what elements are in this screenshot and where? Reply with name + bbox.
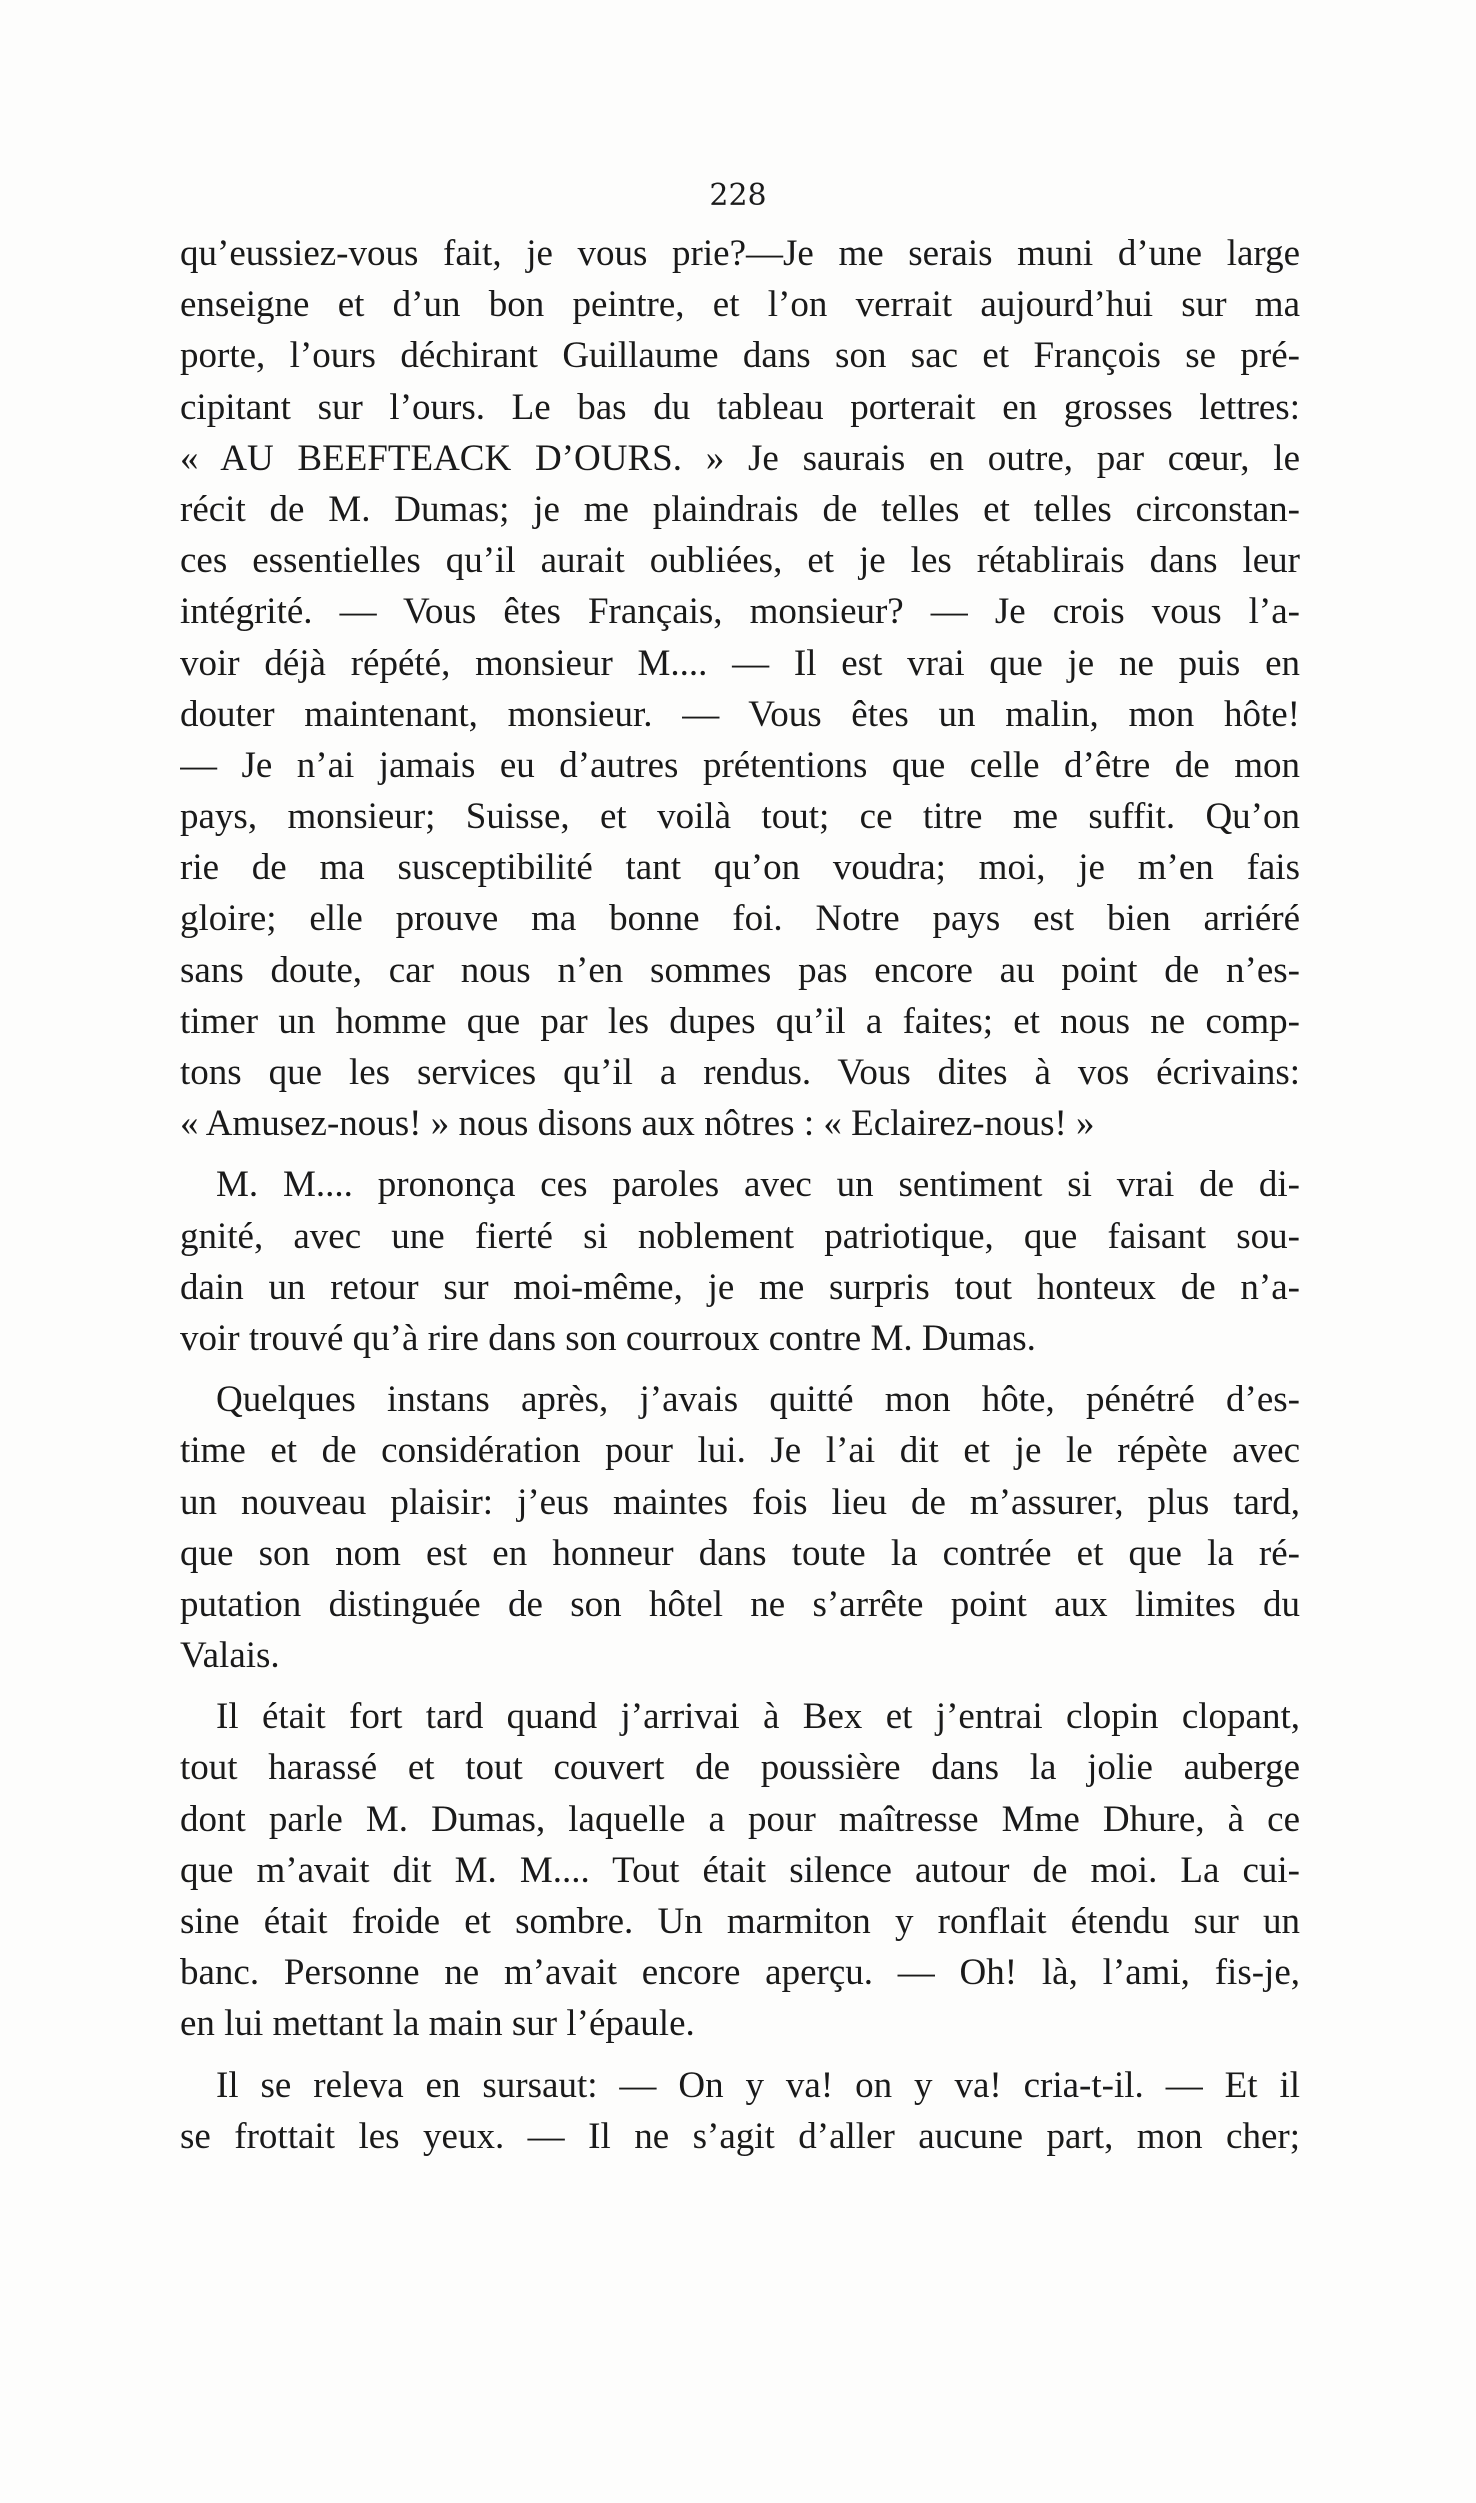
text-line: Valais.	[180, 1635, 280, 1677]
text-line: Il était fort tard quand j’arrivai à Bex et j’entrai clopin clopant,	[216, 1696, 1300, 1738]
text-line: un nouveau plaisir: j’eus maintes fois lieu de m’assurer, plus tard,	[180, 1481, 1300, 1523]
text-line: banc. Personne ne m’avait encore aperçu. — Oh! là, l’ami, fis-je,	[180, 1952, 1300, 1994]
text-line: gnité, avec une fierté si noblement patriotique, que faisant sou-	[180, 1215, 1300, 1257]
text-line: gloire; elle prouve ma bonne foi. Notre pays est bien arriéré	[180, 898, 1300, 940]
text-line: se frottait les yeux. — Il ne s’agit d’aller aucune part, mon cher;	[180, 2115, 1300, 2157]
text-line: sans doute, car nous n’en sommes pas encore au point de n’es-	[180, 949, 1300, 991]
text-line: Quelques instans après, j’avais quitté mon hôte, pénétré d’es-	[216, 1379, 1300, 1421]
text-line: tout harassé et tout couvert de poussière dans la jolie auberge	[180, 1747, 1300, 1789]
text-line: timer un homme que par les dupes qu’il a faites; et nous ne comp-	[180, 1000, 1300, 1042]
text-line: putation distinguée de son hôtel ne s’arrête point aux limites du	[180, 1583, 1300, 1625]
text-line: récit de M. Dumas; je me plaindrais de telles et telles circonstan-	[180, 488, 1300, 530]
text-line: « AU BEEFTEACK D’OURS. » Je saurais en outre, par cœur, le	[180, 437, 1300, 479]
text-line: voir trouvé qu’à rire dans son courroux contre M. Dumas.	[180, 1317, 1036, 1359]
text-line: sine était froide et sombre. Un marmiton y ronflait étendu sur un	[180, 1901, 1300, 1942]
text-line: — Je n’ai jamais eu d’autres prétentions que celle d’être de mon	[180, 744, 1300, 786]
text-line: qu’eussiez-vous fait, je vous prie?—Je me serais muni d’une large	[180, 233, 1300, 274]
text-line: cipitant sur l’ours. Le bas du tableau porterait en grosses lettres:	[180, 386, 1300, 428]
text-line: « Amusez-nous! » nous disons aux nôtres : « Eclairez-nous! »	[180, 1103, 1095, 1145]
text-line: que m’avait dit M. M.... Tout était silence autour de moi. La cui-	[180, 1849, 1300, 1891]
body-text	[180, 228, 1300, 2162]
text-line: en lui mettant la main sur l’épaule.	[180, 2003, 695, 2045]
text-line: ces essentielles qu’il aurait oubliées, et je les rétablirais dans leur	[180, 540, 1300, 582]
text-line: douter maintenant, monsieur. — Vous êtes un malin, mon hôte!	[180, 693, 1300, 735]
text-line: time et de considération pour lui. Je l’ai dit et je le répète avec	[180, 1430, 1300, 1472]
text-line: tons que les services qu’il a rendus. Vous dites à vos écrivains:	[180, 1052, 1300, 1093]
text-line: rie de ma susceptibilité tant qu’on voudra; moi, je m’en fais	[180, 847, 1300, 889]
text-line: voir déjà répété, monsieur M.... — Il est vrai que je ne puis en	[180, 642, 1300, 684]
text-line: dain un retour sur moi-même, je me surpris tout honteux de n’a-	[180, 1266, 1300, 1308]
text-line: pays, monsieur; Suisse, et voilà tout; ce titre me suffit. Qu’on	[180, 796, 1300, 838]
page-number: 228	[709, 178, 767, 213]
text-line: porte, l’ours déchirant Guillaume dans son sac et François se pré-	[180, 335, 1300, 377]
text-line: Il se releva en sursaut: — On y va! on y va! cria-t-il. — Et il	[216, 2064, 1300, 2106]
text-line: M. M.... prononça ces paroles avec un sentiment si vrai de di-	[216, 1164, 1300, 1206]
text-line: dont parle M. Dumas, laquelle a pour maîtresse Mme Dhure, à ce	[180, 1798, 1300, 1840]
text-line: que son nom est en honneur dans toute la contrée et que la ré-	[180, 1532, 1300, 1574]
text-line: intégrité. — Vous êtes Français, monsieur? — Je crois vous l’a-	[180, 591, 1300, 633]
text-line: enseigne et d’un bon peintre, et l’on verrait aujourd’hui sur ma	[180, 284, 1300, 326]
